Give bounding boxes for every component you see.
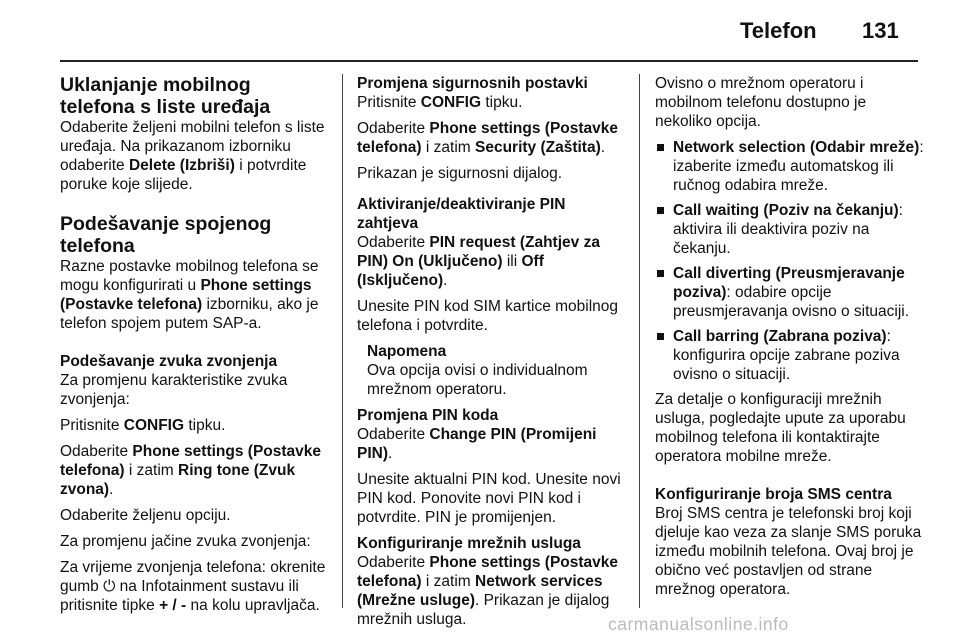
paragraph: Odaberite Change PIN (Promijeni PIN). [357, 426, 597, 462]
list-item: Call waiting (Poziv na čekanju): aktivira ili deaktivira poziv na čekanju. [655, 201, 925, 258]
subheading-network-services: Konfiguriranje mrežnih usluga [357, 535, 581, 552]
paragraph: Odaberite Phone settings (Postavke telefona) i zatim Security (Zaštita). [357, 120, 619, 156]
subheading-change-pin: Promjena PIN koda [357, 407, 499, 424]
column-divider [342, 74, 343, 608]
bullet-square-icon [657, 144, 664, 151]
subheading-sms-centre: Konfiguriranje broja SMS centra [655, 486, 892, 503]
paragraph: Odaberite PIN request (Zahtjev za PIN) On (Uključeno) ili Off (Isključeno). [357, 234, 600, 289]
power-knob-icon: ⏻ [103, 578, 116, 595]
paragraph: Odaberite Phone settings (Postavke telefona) i zatim Ring tone (Zvuk zvona). [60, 443, 322, 498]
bullet-square-icon [657, 333, 664, 340]
paragraph: Za promjenu jačine zvuka zvonjenja: [60, 533, 311, 550]
paragraph: Odaberite željenu opciju. [60, 507, 231, 524]
page-number: 131 [862, 18, 899, 43]
paragraph: Pritisnite CONFIG tipku. [357, 94, 523, 111]
paragraph: Unesite aktualni PIN kod. Unesite novi PIN kod. Ponovite novi PIN kod i potvrdite. PIN je promijenjen. [357, 471, 621, 526]
paragraph: Odaberite Phone settings (Postavke telefona) i zatim Network services (Mrežne usluge). Prikazan je dijalog mrežnih usluga. [357, 554, 619, 628]
section-heading-remove-phone: Uklanjanje mobilnog telefona s liste uređaja [60, 74, 271, 118]
column-left [60, 74, 328, 622]
section-heading-phone-settings: Podešavanje spojenog telefona [60, 213, 272, 257]
paragraph: Broj SMS centra je telefonski broj koji djeluje kao veza za slanje SMS poruka između mobilnih telefona. Ovaj broj je obično već postavljen od strane mrežnog operatora. [655, 505, 922, 598]
note-box [357, 342, 627, 399]
subheading-ringtone: Podešavanje zvuka zvonjenja [60, 353, 278, 370]
watermark: carmanualsonline.info [608, 614, 789, 634]
column-middle [357, 74, 627, 636]
header-rule [60, 60, 918, 62]
header-title: Telefon [740, 18, 817, 43]
bullet-square-icon [657, 270, 664, 277]
note-text: Ova opcija ovisi o individualnom mrežnom operatoru. [367, 362, 588, 398]
paragraph: Unesite PIN kod SIM kartice mobilnog telefona i potvrdite. [357, 298, 619, 334]
list-item: Call diverting (Preusmjeravanje poziva): odabire opcije preusmjeravanja ovisno o situaciji. [655, 264, 925, 321]
paragraph: Za promjenu karakteristike zvuka zvonjenja: [60, 372, 288, 408]
paragraph: Odaberite željeni mobilni telefon s liste uređaja. Na prikazanom izborniku odaberite Delete (Izbriši) i potvrdite poruke koje slijede. [60, 119, 325, 193]
list-item: Network selection (Odabir mreže): izaberite između automatskog ili ručnog odabira mreže. [655, 138, 925, 195]
subheading-security: Promjena sigurnosnih postavki [357, 75, 588, 92]
paragraph: Prikazan je sigurnosni dijalog. [357, 165, 563, 182]
paragraph: Razne postavke mobilnog telefona se mogu konfigurirati u Phone settings (Postavke telefona) izborniku, ako je telefon spojem putem SAP-a. [60, 258, 319, 332]
paragraph: Pritisnite CONFIG tipku. [60, 417, 226, 434]
paragraph: Ovisno o mrežnom operatoru i mobilnom telefonu dostupno je nekoliko opcija. [655, 75, 867, 130]
list-item: Call barring (Zabrana poziva): konfigurira opcije zabrane poziva ovisno o situaciji. [655, 327, 925, 384]
paragraph: Za vrijeme zvonjenja telefona: okrenite gumb ⏻ na Infotainment sustavu ili pritisnite tipke + / - na kolu upravljača. [60, 559, 326, 614]
column-right [655, 74, 925, 606]
subheading-pin-request: Aktiviranje/deaktiviranje PIN zahtjeva [357, 196, 566, 232]
note-heading: Napomena [367, 343, 447, 360]
column-divider [639, 74, 640, 608]
bullet-square-icon [657, 207, 664, 214]
paragraph: Za detalje o konfiguraciji mrežnih usluga, pogledajte upute za uporabu mobilnog telefona ili kontaktirajte operatora mobilne mreže. [655, 391, 906, 465]
